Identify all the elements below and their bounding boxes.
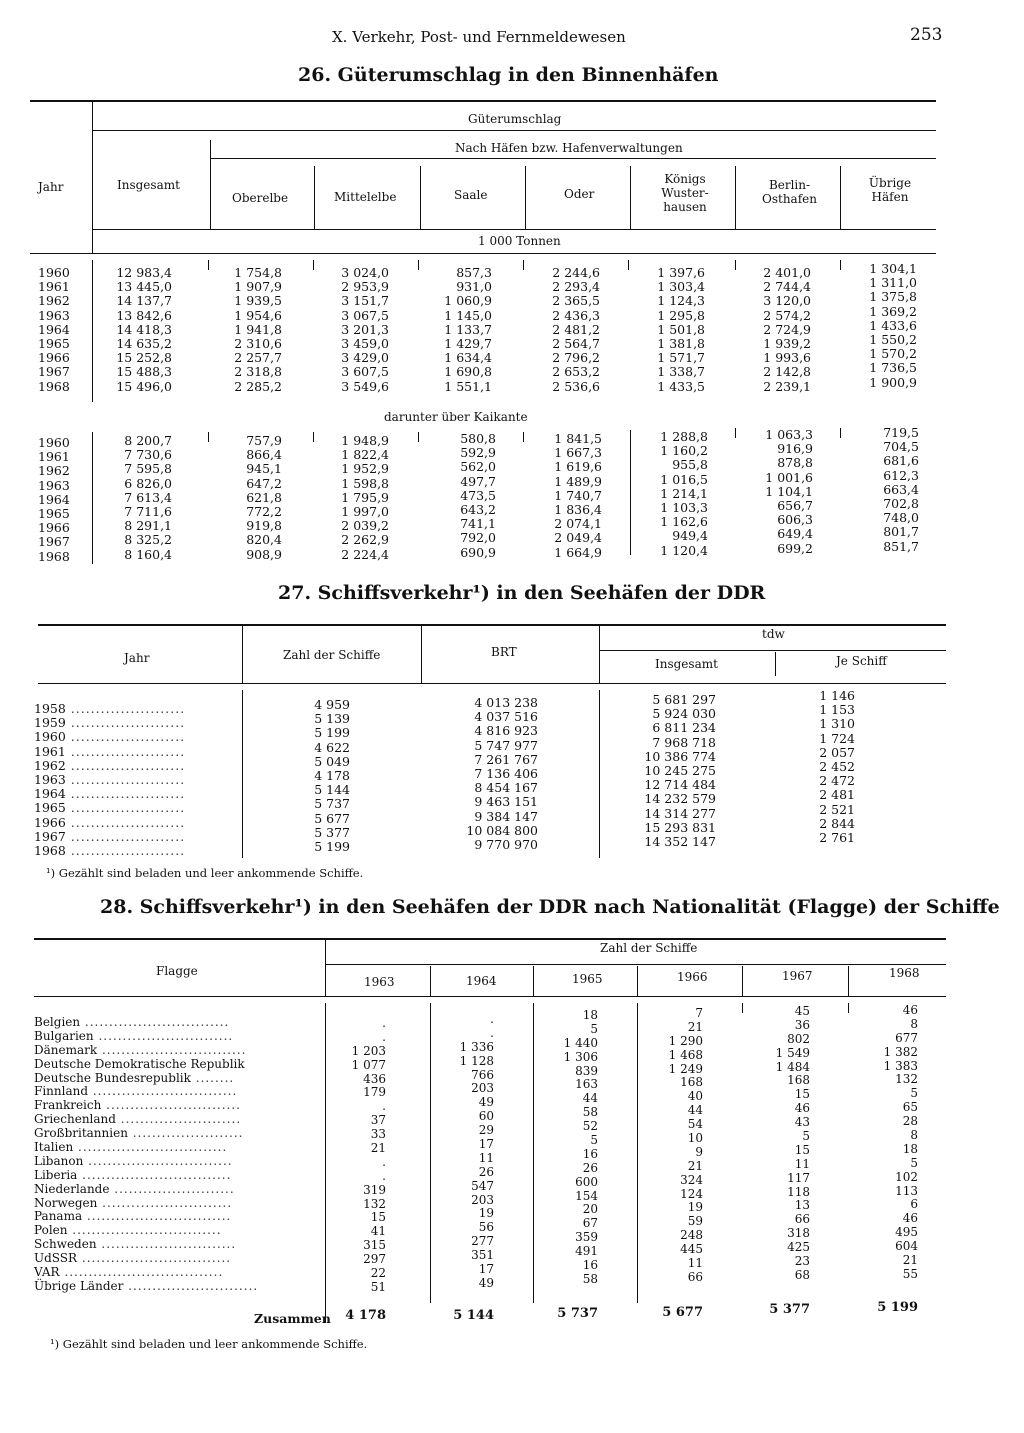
col-header-gueterumschlag: Güterumschlag — [468, 112, 562, 126]
table-row-year: 1964 ....................... — [34, 786, 186, 802]
table-row-year: 1967 ....................... — [34, 828, 186, 844]
list-item: Polen ............................... — [34, 1223, 222, 1238]
col-a-oberelbe: 1 754,8 1 907,9 1 939,5 1 954,6 1 941,8 2 310,6 2 257,7 2 318,8 2 285,2 — [234, 265, 282, 394]
table-row-year: 1961 — [38, 279, 70, 295]
table-row-year: 1963 ....................... — [34, 771, 186, 787]
col-header-je-schiff: Je Schiff — [836, 654, 887, 668]
col-header-1967: 1967 — [782, 969, 813, 983]
table-row-year: 1968 — [38, 548, 70, 564]
unit-label: 1 000 Tonnen — [478, 234, 561, 248]
table-row-year: 1967 — [38, 364, 70, 380]
col-header-berlin-osthafen: Berlin- Osthafen — [762, 178, 817, 206]
list-item: Libanon .............................. — [34, 1153, 233, 1168]
page-number: 253 — [910, 25, 943, 45]
total-1968: 5 199 — [877, 1300, 918, 1315]
table-row-year: 1966 — [38, 520, 70, 536]
col-header-uebrige-haefen: Übrige Häfen — [868, 176, 912, 204]
col-header-zahl-der-schiffe: Zahl der Schiffe — [600, 941, 698, 955]
years-list — [34, 702, 185, 858]
col-b-saale: 580,8 592,9 562,0 497,7 473,5 643,2 741,1 792,0 690,9 — [460, 431, 496, 560]
total-1963: 4 178 — [345, 1308, 386, 1323]
list-item: Großbritannien ....................... — [34, 1126, 244, 1141]
col-a-insgesamt: 12 983,4 13 445,0 14 137,7 13 842,6 14 418,3 14 635,2 15 252,8 15 488,3 15 496,0 — [116, 265, 172, 394]
col-1963: . . 1 203 1 077 436 179 . 37 33 21 . . 319 132 15 41 315 297 22 51 — [351, 1016, 386, 1294]
table-row-year: 1964 — [38, 321, 70, 337]
col-header-flagge: Flagge — [156, 964, 198, 978]
col-header-1964: 1964 — [466, 974, 497, 988]
col-header-oder: Oder — [564, 187, 595, 201]
total-1967: 5 377 — [769, 1302, 810, 1317]
table-row-year: 1960 ....................... — [34, 729, 186, 745]
table-row-year: 1958 ....................... — [34, 701, 186, 716]
col-header-tdw: tdw — [762, 627, 785, 641]
table-row-year: 1960 — [38, 265, 70, 280]
total-1964: 5 144 — [453, 1308, 494, 1323]
table-row-year: 1966 — [38, 350, 70, 366]
col-header-jahr: Jahr — [38, 180, 64, 194]
list-item: Niederlande ......................... — [34, 1181, 235, 1196]
col-tdw-insgesamt: 5 681 297 5 924 030 6 811 234 7 968 718 10 386 774 10 245 275 12 714 484 14 232 579 14 314 277 15 293 831 14 352 147 — [644, 692, 716, 849]
table-row-year: 1966 ....................... — [34, 814, 186, 830]
col-header-oberelbe: Oberelbe — [232, 191, 289, 205]
table-row-year: 1962 — [38, 293, 70, 309]
col-je-schiff: 1 146 1 153 1 310 1 724 2 057 2 452 2 472 2 481 2 521 2 844 2 761 — [819, 688, 855, 845]
running-head: X. Verkehr, Post- und Fernmeldewesen — [332, 28, 626, 46]
table-row-year: 1964 — [38, 491, 70, 507]
table-row-year: 1962 ....................... — [34, 757, 186, 773]
list-item: Deutsche Demokratische Republik — [34, 1056, 245, 1071]
table-row-year: 1961 — [38, 449, 70, 465]
col-a-berlin-osthafen: 2 401,0 2 744,4 3 120,0 2 574,2 2 724,9 1 939,2 1 993,6 2 142,8 2 239,1 — [763, 265, 811, 394]
col-a-mittelelbe: 3 024,0 2 953,9 3 151,7 3 067,5 3 201,3 3 459,0 3 429,0 3 607,5 3 549,6 — [341, 265, 389, 394]
table-row-year: 1962 — [38, 463, 70, 479]
col-header-koenigs-wusterhausen: Königs Wuster- hausen — [661, 172, 709, 214]
col-1967: 45 36 802 1 549 1 484 168 15 46 43 5 15 11 117 118 13 66 318 425 23 68 — [775, 1004, 810, 1282]
list-item: Norwegen ........................... — [34, 1195, 233, 1210]
table-row-year: 1959 ....................... — [34, 715, 186, 731]
col-b-oberelbe: 757,9 866,4 945,1 647,2 621,8 772,2 919,8 820,4 908,9 — [246, 433, 282, 562]
col-header-jahr: Jahr — [124, 651, 150, 665]
col-1965: 18 5 1 440 1 306 839 163 44 58 52 5 16 26 600 154 20 67 359 491 16 58 — [563, 1008, 598, 1286]
col-header-nach-haefen: Nach Häfen bzw. Hafenverwaltungen — [455, 141, 683, 155]
table-row-year: 1968 — [38, 378, 70, 394]
col-header-1968: 1968 — [889, 966, 920, 980]
col-header-tdw-insgesamt: Insgesamt — [655, 657, 718, 671]
table-row-year: 1965 — [38, 335, 70, 351]
col-b-mittelelbe: 1 948,9 1 822,4 1 952,9 1 598,8 1 795,9 1 997,0 2 039,2 2 262,9 2 224,4 — [341, 433, 389, 562]
col-zahl-der-schiffe: 4 959 5 139 5 199 4 622 5 049 4 178 5 144 5 737 5 677 5 377 5 199 — [314, 697, 350, 854]
table-row-year: 1963 — [38, 307, 70, 323]
years-block-b — [38, 436, 70, 564]
table-row-year: 1965 ....................... — [34, 800, 186, 816]
table-row-year: 1967 — [38, 534, 70, 550]
list-item: UdSSR ............................... — [34, 1251, 232, 1266]
footnote: ¹) Gezählt sind beladen und leer ankommende Schiffe. — [46, 866, 364, 880]
col-b-insgesamt: 8 200,7 7 730,6 7 595,8 6 826,0 7 613,4 7 711,6 8 291,1 8 325,2 8 160,4 — [124, 433, 172, 562]
footnote: ¹) Gezählt sind beladen und leer ankommende Schiffe. — [50, 1337, 368, 1351]
table-row-year: 1963 — [38, 477, 70, 493]
total-1965: 5 737 — [557, 1306, 598, 1321]
col-header-insgesamt: Insgesamt — [117, 178, 180, 192]
col-header-mittelelbe: Mittelelbe — [334, 190, 397, 204]
sub-heading-kaikante: darunter über Kaikante — [384, 410, 528, 424]
list-item: Schweden ............................ — [34, 1237, 237, 1252]
list-item: Finnland .............................. — [34, 1084, 238, 1099]
col-b-berlin-osthafen: 1 063,3 916,9 878,8 1 001,6 1 104,1 656,7 606,3 649,4 699,2 — [765, 427, 813, 556]
col-a-saale: 857,3 931,0 1 060,9 1 145,0 1 133,7 1 429,7 1 634,4 1 690,8 1 551,1 — [444, 265, 492, 394]
col-1964: . . 1 336 1 128 766 203 49 60 29 17 11 26 547 203 19 56 277 351 17 49 — [459, 1012, 494, 1290]
list-item: Belgien .............................. — [34, 1015, 230, 1029]
col-b-koenigs-wusterhausen: 1 288,8 1 160,2 955,8 1 016,5 1 214,1 1 103,3 1 162,6 949,4 1 120,4 — [660, 429, 708, 558]
table-28-title: 28. Schiffsverkehr¹) in den Seehäfen der DDR nach Nationalität (Flagge) der Schiffe — [100, 896, 1000, 918]
list-item: Bulgarien ............................ — [34, 1028, 234, 1043]
col-header-1966: 1966 — [677, 970, 708, 984]
col-a-koenigs-wusterhausen: 1 397,6 1 303,4 1 124,3 1 295,8 1 501,8 1 381,8 1 571,7 1 338,7 1 433,5 — [657, 265, 705, 394]
list-item: Übrige Länder ........................... — [34, 1278, 259, 1293]
col-a-uebrige-haefen: 1 304,1 1 311,0 1 375,8 1 369,2 1 433,6 1 550,2 1 570,2 1 736,5 1 900,9 — [869, 261, 917, 390]
list-item: Griechenland ......................... — [34, 1112, 242, 1127]
list-item: Dänemark .............................. — [34, 1042, 247, 1057]
list-item: Liberia ............................... — [34, 1167, 232, 1182]
table-row-year: 1965 — [38, 505, 70, 521]
table-row-year: 1961 ....................... — [34, 743, 186, 759]
total-1966: 5 677 — [662, 1305, 703, 1320]
col-b-uebrige-haefen: 719,5 704,5 681,6 612,3 663,4 702,8 748,0 801,7 851,7 — [883, 425, 919, 554]
years-block-a — [38, 266, 70, 394]
total-label: Zusammen — [254, 1311, 331, 1326]
col-1968: 46 8 677 1 382 1 383 132 5 65 28 8 18 5 102 113 6 46 495 604 21 55 — [883, 1003, 918, 1281]
table-27-title: 27. Schiffsverkehr¹) in den Seehäfen der DDR — [278, 582, 766, 604]
col-1966: 7 21 1 290 1 468 1 249 168 40 44 54 10 9 21 324 124 19 59 248 445 11 66 — [668, 1006, 703, 1284]
list-item: VAR ................................. — [34, 1265, 224, 1280]
table-row-year: 1968 ....................... — [34, 842, 186, 858]
list-item: Frankreich ............................ — [34, 1098, 241, 1113]
col-header-brt: BRT — [491, 645, 517, 659]
col-header-saale: Saale — [454, 188, 488, 202]
table-26-title: 26. Güterumschlag in den Binnenhäfen — [298, 64, 719, 86]
col-header-1963: 1963 — [364, 975, 395, 989]
col-a-oder: 2 244,6 2 293,4 2 365,5 2 436,3 2 481,2 2 564,7 2 796,2 2 653,2 2 536,6 — [552, 265, 600, 394]
list-item: Panama .............................. — [34, 1209, 232, 1224]
country-list — [34, 1016, 258, 1294]
col-header-zahl-der-schiffe: Zahl der Schiffe — [283, 648, 381, 662]
col-brt: 4 013 238 4 037 516 4 816 923 5 747 977 7 261 767 7 136 406 8 454 167 9 463 151 9 384 147 10 084 800 9 770 970 — [466, 695, 538, 852]
col-b-oder: 1 841,5 1 667,3 1 619,6 1 489,9 1 740,7 1 836,4 2 074,1 2 049,4 1 664,9 — [554, 431, 602, 560]
list-item: Deutsche Bundesrepublik ........ — [34, 1070, 235, 1085]
col-header-1965: 1965 — [572, 972, 603, 986]
list-item: Italien ............................... — [34, 1140, 228, 1155]
table-row-year: 1960 — [38, 435, 70, 450]
